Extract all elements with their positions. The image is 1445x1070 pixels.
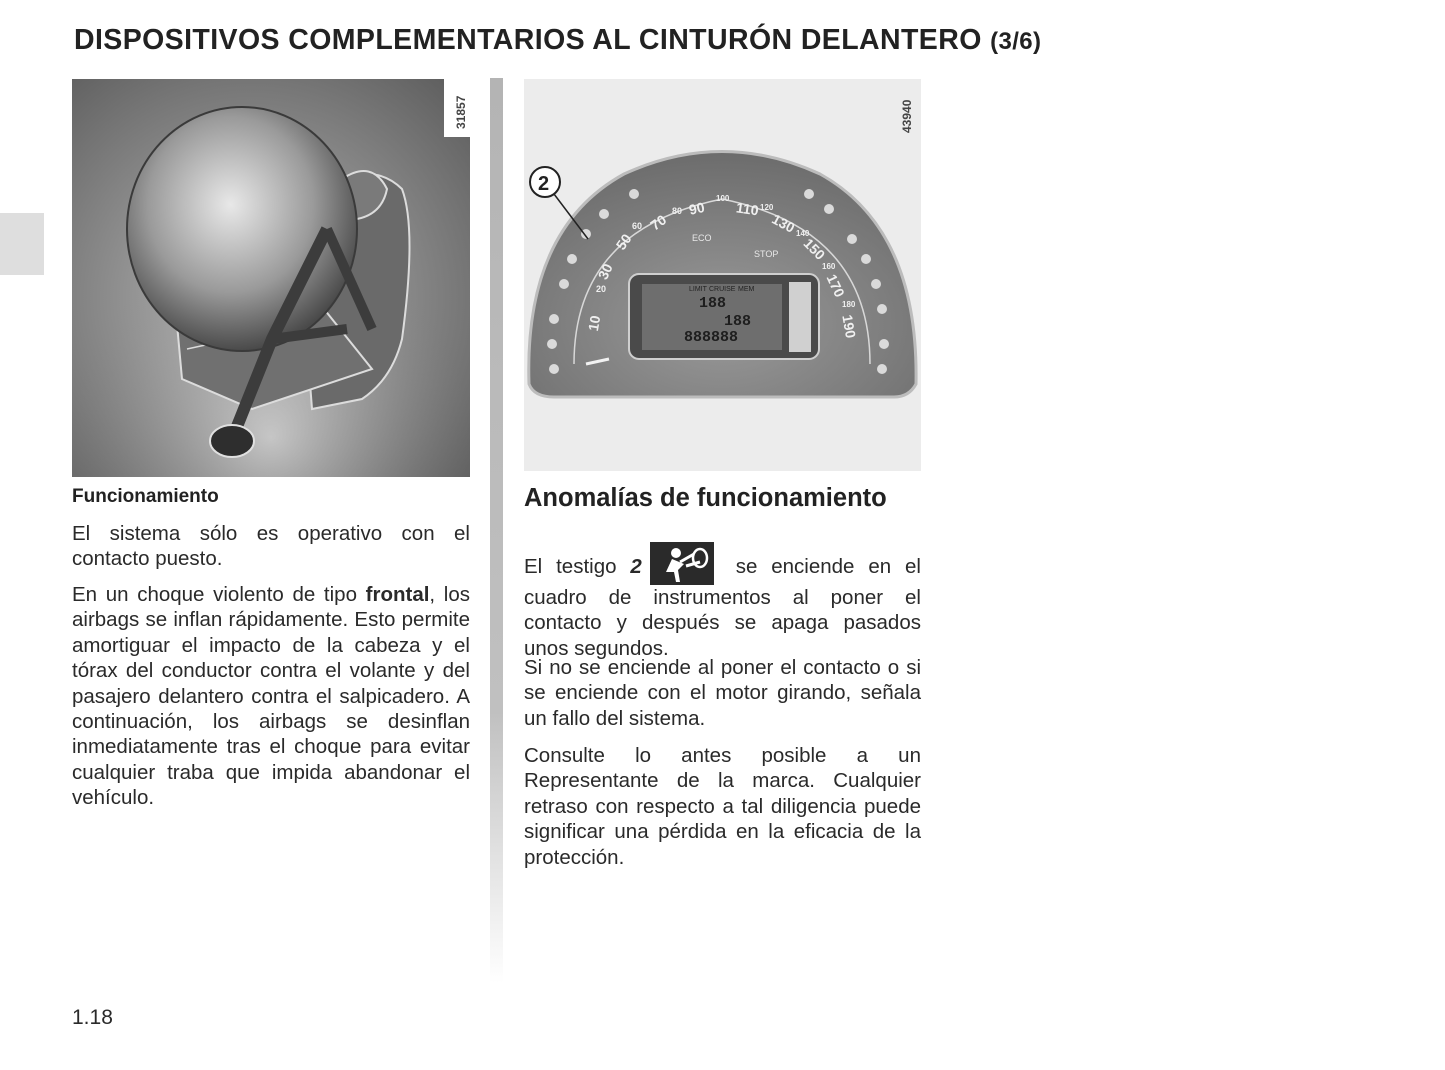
speed-100-small: 100: [716, 194, 730, 203]
page-title: [74, 24, 1041, 57]
speed-130: 130: [769, 210, 798, 236]
section-tab: [0, 213, 44, 275]
paragraph-operation: El sistema sólo es operativo con el contacto puesto.: [72, 522, 470, 571]
svg-text:188: 188: [699, 295, 727, 312]
title-part: (3/6): [990, 28, 1042, 55]
text-span: se enciende en el cuadro de instrumentos al poner el contacto y después se apaga pasados unos segundos.: [524, 555, 921, 660]
callout-number: 2: [538, 173, 550, 195]
paragraph-crash: [72, 582, 470, 811]
reference-number: 2: [630, 555, 642, 578]
speed-170: 170: [823, 271, 848, 300]
label-cruise: CRUISE: [709, 286, 736, 293]
airbag-drawing: [72, 79, 470, 477]
paragraph-warning-light: [524, 542, 921, 661]
speed-20: 20: [596, 284, 607, 294]
speed-160: 160: [822, 262, 836, 271]
speed-140: 140: [796, 229, 810, 238]
section-subheading: Funcionamiento: [72, 486, 219, 507]
text-span: El testigo: [524, 555, 631, 578]
text-span: En un choque violento de tipo: [72, 583, 366, 606]
column-divider: [490, 78, 503, 983]
speed-30: 30: [594, 261, 616, 282]
label-limit: LIMIT: [689, 286, 707, 293]
page-number: 1.18: [72, 1006, 113, 1029]
label-stop: STOP: [754, 249, 779, 259]
speed-70: 70: [647, 211, 670, 234]
instrument-cluster-illustration: [524, 79, 921, 471]
speed-120: 120: [760, 203, 774, 212]
speed-80: 80: [672, 206, 683, 216]
text-span: , los airbags se inflan rápidamente. Esto permite amortiguar el impacto de la cabeza y el tórax del conductor contra el volante y del pasajero delantero contra el salpicadero. A continuación, los airbags se desinflan inmediatamente tras el choque para evitar cualquier traba que impida abandonar el vehículo.: [72, 583, 470, 810]
speed-150: 150: [800, 235, 829, 263]
speed-180: 180: [842, 300, 856, 309]
label-mem: MEM: [738, 286, 755, 293]
airbag-warning-icon: [650, 542, 714, 585]
airbag-illustration: [72, 79, 470, 477]
label-eco: ECO: [692, 233, 712, 243]
speed-60: 60: [632, 221, 643, 231]
cluster-drawing: [524, 79, 921, 471]
speed-90: 90: [687, 198, 707, 218]
title-text: DISPOSITIVOS COMPLEMENTARIOS AL CINTURÓN DELANTERO: [74, 24, 982, 56]
paragraph-fault: Si no se enciende al poner el contacto o si se enciende con el motor girando, señala un fallo del sistema.: [524, 656, 921, 730]
speed-10: 10: [584, 314, 604, 333]
figure-code: 31857: [454, 95, 468, 129]
figure-code: 43940: [900, 99, 914, 133]
speed-50: 50: [612, 230, 635, 253]
speed-190: 190: [839, 313, 860, 340]
bold-term: frontal: [365, 583, 430, 606]
svg-text:188: 188: [724, 313, 752, 330]
svg-text:888888: 888888: [684, 329, 739, 346]
section-heading: Anomalías de funcionamiento: [524, 484, 887, 512]
paragraph-consult: Consulte lo antes posible a un Representante de la marca. Cualquier retraso con respecto a tal diligencia puede significar una pérdida en la eficacia de la protección.: [524, 744, 921, 869]
speed-100: 110: [735, 199, 760, 219]
